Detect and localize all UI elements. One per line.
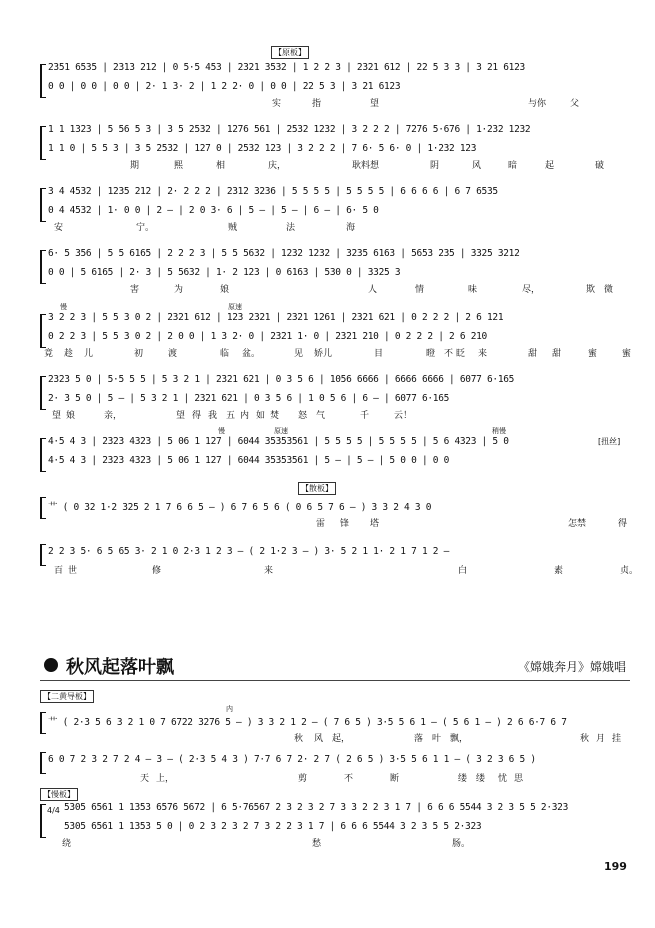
lyric: 起， [332,734,351,744]
lyric: 临 [220,349,230,359]
section-mark-sanban: 【散板】 [298,482,336,495]
upper-notes: 4·5 4 3 | 2323 4323 | 5 06 1 127 | 6044 35353561 | 5 5 5 5 | 5 5 5 5 | 5 6 4323 | 5 0 [48,436,509,447]
system-brace [40,712,46,734]
lyric: 贼 [228,223,238,233]
lyric: 瞪 [426,349,436,359]
song1-row-4 [40,248,640,294]
lyric: 望 [176,411,186,421]
lyric: 甜 [552,349,562,359]
system-brace [40,64,46,98]
lyric: 亲， [104,411,123,421]
song2-row-1 [40,705,640,746]
upper-voice [48,124,646,137]
lyric: 上， [156,774,175,784]
lyric: 庆， [268,161,287,171]
section-mark-yuanban: 【原板】 [271,46,309,59]
upper-voice [64,802,638,815]
lyric: 风 [314,734,324,744]
lyric: 千 [360,411,370,421]
lyric: 起 [545,161,555,171]
lyric: 剪 [298,774,308,784]
lyric: 得 [192,411,202,421]
song1-row-5 [40,303,640,359]
bullet-icon [44,658,58,672]
lyric: 不 [344,774,354,784]
tempo-mark: 慢 [60,303,67,311]
tempo-mark: 原速 [228,303,242,311]
lyric: 儿 [84,349,94,359]
lyric: 宁。 [136,223,155,233]
lower-notes: 4·5 4 3 | 2323 4323 | 5 06 1 127 | 6044 35353561 | 5 — | 5 — | 5 0 0 | 0 0 [48,455,450,466]
upper-notes: 2323 5 0 | 5·5 5 5 | 5 3 2 1 | 2321 621 | 0 3 5 6 | 1056 6666 | 6666 6666 | 6077 6·165 [48,374,515,385]
song1-row-9 [40,544,640,584]
song1-row-1 [40,62,640,108]
lyric: 肠。 [452,839,471,849]
lyric: 望 [370,99,380,109]
upper-notes: 3 4 4532 | 1235 212 | 2· 2 2 2 | 2312 3236 | 5 5 5 5 | 5 5 5 5 | 6 6 6 6 | 6 7 6535 [48,186,498,197]
lyric: 指 [312,99,322,109]
lyric: 害 [130,285,140,295]
lyric: 与你 [528,99,547,109]
lyric: 五 [226,411,236,421]
section-mark-erhuang-daoban: 【二黄导板】 [40,690,94,703]
song-title-bar [40,650,630,681]
lyric: 绕 [62,839,72,849]
song1-row-2 [40,124,640,170]
upper-notes: 1 1 1323 | 5 56 5 3 | 3 5 2532 | 1276 561 | 2532 1232 | 3 2 2 2 | 7276 5·676 | 1·232 1232 [48,124,531,135]
lyric: 风 [472,161,482,171]
upper-notes: 艹 ( 0 32 1·2 325 2 1 7 6 6 5 — ) 6 7 6 5 6 ( 0 6 5 7 6 — ) 3 3 2 4 3 0 [48,502,432,512]
lyric: 甜 [528,349,538,359]
lyric: 断 [390,774,400,784]
lyric: 熙 [174,161,184,171]
lyric: 蜜 [588,349,598,359]
lyric: 娘 [220,285,230,295]
lyric: 初 [134,349,144,359]
system-brace [40,250,46,284]
lyric: 目 [374,349,384,359]
lyric: 缕 [476,774,486,784]
lyric: 暗 [508,161,518,171]
system-brace [40,126,46,160]
lyric: 忧 [498,774,508,784]
lyric: 安 [54,223,64,233]
lyric: 世 [68,566,78,576]
lyric: 娘 [66,411,76,421]
lyric: 思 [514,774,524,784]
upper-voice [48,186,646,199]
lyric: 飘， [450,734,469,744]
lyric: 尽， [522,285,541,295]
upper-notes: 2 2 3 5· 6 5 65 3· 2 1 0 2·3 1 2 3 — ( 2 1·2 3 — ) 3· 5 2 1 1· 2 1 7 1 2 — [48,546,450,557]
lyric: 白 [458,566,468,576]
system-brace [40,804,46,838]
tempo-mark: 稍慢 [492,427,506,435]
upper-voice [48,436,646,449]
song-credit: 《嫦娥奔月》嫦娥唱 [517,660,626,674]
lyric: 微 [604,285,614,295]
lower-notes: 1 1 0 | 5 5 3 | 3 5 2532 | 127 0 | 2532 123 | 3 2 2 2 | 7 6· 5 6· 0 | 1·232 123 [48,143,477,154]
song1-row-8 [40,497,640,537]
upper-voice [48,546,646,559]
system-brace [40,188,46,222]
system-brace [40,314,46,348]
lyric: 望 [52,411,62,421]
lyric: 秋 [580,734,590,744]
lyric: 耿料想 [352,161,380,171]
lyric: 来 [264,566,274,576]
lyric: 破 [595,161,605,171]
upper-voice [48,754,646,767]
upper-notes: 艹 ( 2·3 5 6 3 2 1 0 7 6722 3276 5 — ) 3 3 2 1 2 — ( 7 6 5 ) 3·5 5 6 1 — ( 5 6 1 — ) 2 6 6·7 6 7 [48,717,567,727]
lower-notes: 0 0 | 0 0 | 0 0 | 2· 1 3· 2 | 1 2 2· 0 | 0 0 | 22 5 3 | 3 21 6123 [48,81,401,92]
performance-mark: 内 [226,705,233,713]
lyric: 味 [468,285,478,295]
lyric: 雷 [316,519,326,529]
lyric: 如 [256,411,266,421]
lower-voice [48,267,646,280]
lyric: 不 [444,349,454,359]
lyric: 眨 [456,349,466,359]
lyric: 为 [174,285,184,295]
song2-row-2 [40,752,640,786]
system-brace [40,376,46,410]
niusi-mark: [扭丝] [598,437,621,446]
lyric: 得 [618,519,628,529]
lyric: 愁 [312,839,322,849]
lyric: 落 [414,734,424,744]
lyric: 修 [152,566,162,576]
song2-row-3 [40,802,640,848]
lower-voice [48,143,646,156]
lyric: 盆。 [242,349,261,359]
section-mark-manban: 【慢板】 [40,788,78,801]
upper-voice [48,62,646,75]
lyric: 贞。 [620,566,639,576]
tempo-mark: 慢 [218,427,225,435]
lyric: 锋 [340,519,350,529]
system-brace [40,497,46,519]
upper-notes: 3 2 2 3 | 5 5 3 0 2 | 2321 612 | 123 2321 | 2321 1261 | 2321 621 | 0 2 2 2 | 2 6 121 [48,312,504,323]
time-signature: 4/4 [47,806,60,815]
lyric: 人 [368,285,378,295]
lyric: 情 [415,285,425,295]
song-title: 秋风起落叶飘 [66,657,174,678]
lower-voice [48,81,646,94]
lower-voice [48,455,646,468]
lyric: 素 [554,566,564,576]
lyric: 海 [346,223,356,233]
page-number: 199 [604,860,627,873]
upper-notes: 2351 6535 | 2313 212 | 0 5·5 453 | 2321 3532 | 1 2 2 3 | 2321 612 | 22 5 3 3 | 3 21 6123 [48,62,525,73]
lyric: 天 [140,774,150,784]
lyric: 父 [570,99,580,109]
lyric: 渡 [168,349,178,359]
lower-voice [64,821,638,834]
lyric: 秋 [294,734,304,744]
lower-voice [48,205,646,218]
lower-voice [48,393,646,406]
system-brace [40,438,46,472]
song1-row-6 [40,374,640,420]
lyric: 阴 [430,161,440,171]
upper-notes: 5305 6561 1 1353 6576 5672 | 6 5·76567 2 3 2 3 2 7 3 3 2 2 3 1 7 | 6 6 6 5544 3 2 3 5 5 2·323 [64,802,569,813]
lower-notes: 0 4 4532 | 1· 0 0 | 2 — | 2 0 3· 6 | 5 — | 5 — | 6 — | 6· 5 0 [48,205,379,216]
lyric: 欺 [586,285,596,295]
lower-notes: 0 2 2 3 | 5 5 3 0 2 | 2 0 0 | 1 3 2· 0 | 2321 1· 0 | 2321 210 | 0 2 2 2 | 2 6 210 [48,331,487,342]
lyric: 气 [316,411,326,421]
lyric: 怎禁 [568,519,587,529]
lyric: 怒 [298,411,308,421]
upper-voice [48,248,646,261]
lyric: 内 [240,411,250,421]
song1-row-3 [40,186,640,232]
lyric: 趁 [64,349,74,359]
lyric: 期 [130,161,140,171]
lyric: 娇儿 [314,349,333,359]
lyric: 法 [286,223,296,233]
lyric: 百 [54,566,64,576]
lyric: 来 [478,349,488,359]
upper-notes: 6 0 7 2 3 2 7 2 4 — 3 — ( 2·3 5 4 3 ) 7·7 6 7 2· 2 7 ( 2 6 5 ) 3·5 5 6 1 1 — ( 3 2 3 6 5 ) [48,754,536,765]
lyric: 竟 [44,349,54,359]
lyric: 实 [272,99,282,109]
tempo-mark: 原速 [274,427,288,435]
lower-notes: 2· 3 5 0 | 5 — | 5 3 2 1 | 2321 621 | 0 3 5 6 | 1 0 5 6 | 6 — | 6077 6·165 [48,393,450,404]
lyric: 月 [596,734,606,744]
lyric: 云！ [394,411,413,421]
lower-notes: 5305 6561 1 1353 5 0 | 0 2 3 2 3 2 7 3 2 2 3 1 7 | 6 6 6 5544 3 2 3 5 5 2·323 [64,821,482,832]
upper-voice [48,499,646,512]
song1-row-7 [40,427,640,482]
lyric: 相 [216,161,226,171]
upper-voice [48,312,646,325]
lyric: 蜜 [622,349,632,359]
system-brace [40,752,46,774]
lyric: 我 [208,411,218,421]
lyric: 塔 [370,519,380,529]
lyric: 挂 [612,734,622,744]
system-brace [40,544,46,566]
upper-voice [48,374,646,387]
lyric: 焚 [270,411,280,421]
upper-notes: 6· 5 356 | 5 5 6165 | 2 2 2 3 | 5 5 5632 | 1232 1232 | 3235 6163 | 5653 235 | 3325 3212 [48,248,520,259]
lyric: 叶 [432,734,442,744]
lyric: 缕 [458,774,468,784]
lower-voice [48,331,646,344]
upper-voice [48,714,646,727]
lyric: 见 [294,349,304,359]
lower-notes: 0 0 | 5 6165 | 2· 3 | 5 5632 | 1· 2 123 | 0 6163 | 530 0 | 3325 3 [48,267,401,278]
